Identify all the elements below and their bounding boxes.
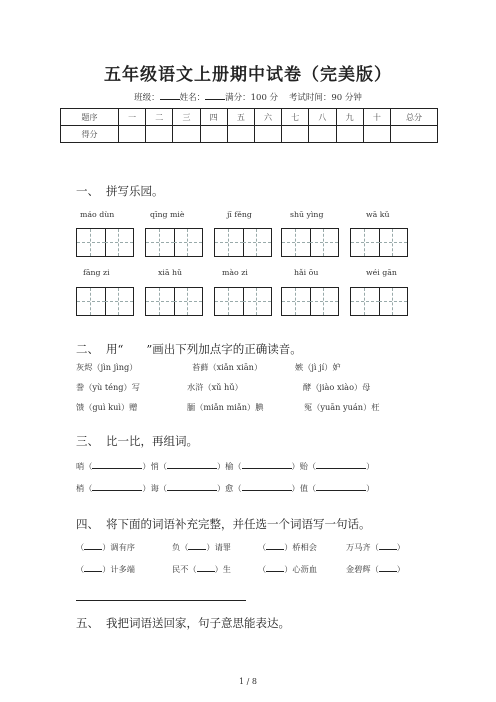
exam-title: 五年级语文上册期中试卷（完美版） [104, 65, 392, 85]
score-input-cell[interactable] [173, 126, 200, 143]
pinyin-label: wéi gān [366, 268, 397, 277]
score-header-row [61, 109, 438, 126]
name-label: 姓名： [179, 93, 206, 103]
writing-grid[interactable] [281, 287, 339, 316]
idiom-item: （ ）心沥血 [258, 564, 317, 574]
score-input-cell[interactable] [336, 126, 363, 143]
score-input-cell[interactable] [254, 126, 281, 143]
reading-item[interactable]: 苔藓（xiǎn xiān） [192, 362, 263, 372]
score-header-cell: 五 [227, 109, 254, 126]
score-header-cell: 二 [146, 109, 173, 126]
answer-blank[interactable] [92, 459, 142, 469]
pinyin-label: máo dùn [80, 210, 115, 219]
pinyin-label: jī fěng [227, 210, 252, 219]
score-header-cell: 四 [200, 109, 227, 126]
score-input-cell[interactable] [146, 126, 173, 143]
idiom-item: （ ）调有序 [76, 542, 135, 552]
score-input-cell[interactable] [282, 126, 309, 143]
score-table [60, 108, 438, 143]
pinyin-label: fāng zi [83, 268, 110, 277]
idiom-item: （ ）计多端 [76, 564, 135, 574]
writing-grid[interactable] [350, 287, 408, 316]
answer-blank[interactable] [167, 459, 217, 469]
section-4-heading: 四、 将下面的词语补充完整，并任选一个词语写一句话。 [76, 517, 371, 531]
answer-blank[interactable] [242, 459, 292, 469]
section-5-heading: 五、 我把词语送回家，句子意思能表达。 [76, 616, 290, 630]
answer-blank[interactable] [266, 540, 284, 550]
pinyin-label: wā kǔ [366, 210, 390, 219]
score-header-cell: 一 [119, 109, 146, 126]
score-header-cell: 三 [173, 109, 200, 126]
pinyin-label: hǎi ōu [294, 268, 319, 277]
pinyin-label: mào zi [222, 268, 248, 277]
reading-item[interactable]: 誊（yù téng）写 [76, 382, 140, 392]
score-input-cell[interactable] [309, 126, 336, 143]
answer-blank[interactable] [188, 540, 206, 550]
answer-blank[interactable] [316, 459, 366, 469]
reading-item[interactable]: 冤（yuān yuán）枉 [304, 402, 380, 412]
score-header-cell: 八 [309, 109, 336, 126]
score-input-cell[interactable] [200, 126, 227, 143]
answer-blank[interactable] [316, 481, 366, 491]
idiom-item: 金碧辉（ ） [346, 564, 405, 574]
pinyin-label: qīng miè [150, 210, 185, 219]
sentence-answer-line[interactable] [76, 600, 246, 601]
writing-grid[interactable] [214, 287, 272, 316]
score-header-cell: 七 [282, 109, 309, 126]
writing-grid[interactable] [350, 228, 408, 257]
class-label: 班级： [134, 93, 160, 103]
section-1-heading: 一、 拼写乐园。 [76, 184, 164, 198]
exam-time: 考试时间：90 分钟 [288, 93, 362, 103]
reading-item[interactable]: 嫉（jì jí）妒 [295, 362, 341, 372]
writing-grid[interactable] [145, 228, 203, 257]
writing-grid[interactable] [76, 228, 134, 257]
score-row-label: 得分 [61, 126, 119, 143]
score-header-cell: 总分 [391, 109, 438, 126]
writing-grid[interactable] [76, 287, 134, 316]
score-header-cell: 六 [254, 109, 281, 126]
reading-item[interactable]: 馈（guì kuì）赠 [76, 402, 138, 412]
exam-info [0, 90, 496, 103]
score-header-cell: 九 [336, 109, 363, 126]
score-input-cell[interactable] [391, 126, 438, 143]
reading-item[interactable]: 腼（miǎn miǎn）腆 [187, 402, 264, 412]
pinyin-label: shū yìng [290, 210, 324, 219]
score-input-cell[interactable] [363, 126, 390, 143]
idiom-item: 负（ ）请罪 [172, 542, 231, 552]
score-header-cell: 十 [363, 109, 390, 126]
section-2-heading: 二、 用“ ”画出下列加点字的正确读音。 [76, 342, 302, 356]
full-score: 满分：100 分 [225, 93, 279, 103]
answer-blank[interactable] [167, 481, 217, 491]
writing-grid[interactable] [214, 228, 272, 257]
idiom-item: 万马齐（ ） [346, 542, 405, 552]
section-3-heading: 三、 比一比，再组词。 [76, 434, 198, 448]
name-blank[interactable] [205, 90, 225, 100]
answer-blank[interactable] [266, 562, 284, 572]
answer-blank[interactable] [92, 481, 142, 491]
compare-row: 哨（ ）悄（ ）榆（ ）贻（ ） [76, 461, 375, 471]
answer-blank[interactable] [379, 540, 397, 550]
idiom-item: 民不（ ）生 [172, 564, 231, 574]
score-value-row [61, 126, 438, 143]
pinyin-label: xiā hǔ [158, 268, 183, 277]
compare-row: 梢（ ）诲（ ）愈（ ）值（ ） [76, 483, 375, 493]
reading-item[interactable]: 酵（jiào xiào）母 [303, 382, 371, 392]
reading-item[interactable]: 灰烬（jìn jìng） [76, 362, 138, 372]
score-input-cell[interactable] [119, 126, 146, 143]
answer-blank[interactable] [197, 562, 215, 572]
page-number: 1 / 8 [239, 677, 257, 686]
score-header-cell: 题序 [61, 109, 119, 126]
writing-grid[interactable] [281, 228, 339, 257]
score-input-cell[interactable] [227, 126, 254, 143]
answer-blank[interactable] [84, 540, 102, 550]
idiom-item: （ ）桥相会 [258, 542, 317, 552]
answer-blank[interactable] [379, 562, 397, 572]
reading-item[interactable]: 水浒（xǔ hǔ） [187, 382, 243, 392]
class-blank[interactable] [160, 90, 180, 100]
answer-blank[interactable] [84, 562, 102, 572]
writing-grid[interactable] [145, 287, 203, 316]
answer-blank[interactable] [242, 481, 292, 491]
